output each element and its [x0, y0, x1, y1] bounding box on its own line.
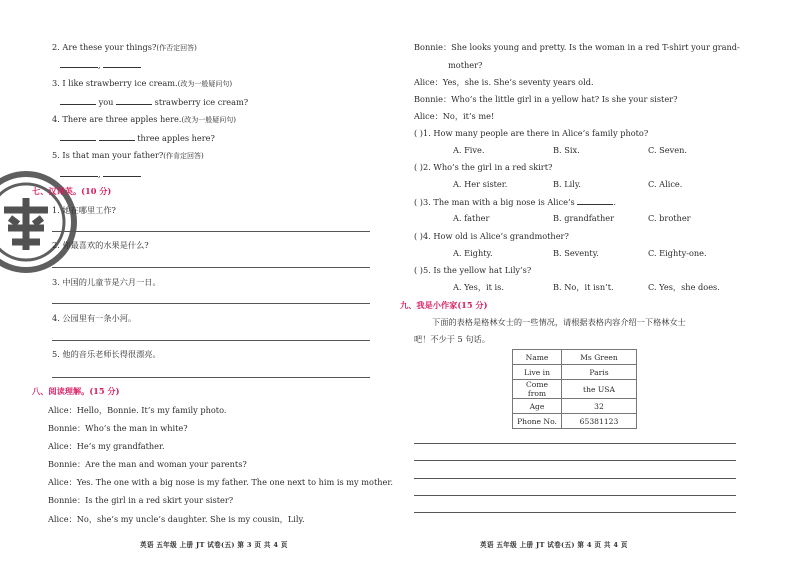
option-c[interactable]: C. Seven.	[648, 145, 687, 155]
dialogue-line: Alice：No，she’s my uncle’s daughter. She is my cousin，Lily.	[48, 514, 305, 524]
section-9-title: 九、我是小作家(15 分)	[400, 300, 488, 310]
option-b[interactable]: B. grandfather	[553, 213, 615, 223]
dialogue-line: Alice：Hello，Bonnie. It’s my family photo.	[48, 405, 227, 415]
option-b[interactable]: B. Six.	[553, 145, 580, 155]
answer-line[interactable]	[52, 231, 370, 232]
dialogue-line: Alice：Yes，she is. She’s seventy years old.	[414, 77, 594, 87]
section-9-instructions: 下面的表格是格林女士的一些情况，请根据表格内容介绍一下格林女士	[432, 317, 686, 327]
option-a[interactable]: A. Eighty.	[453, 248, 493, 258]
option-a[interactable]: A. Her sister.	[453, 179, 508, 189]
writing-line[interactable]	[414, 512, 736, 513]
writing-line[interactable]	[414, 478, 736, 479]
option-c[interactable]: C. Yes，she does.	[648, 282, 720, 292]
reading-question-5: ( )5. Is the yellow hat Lily’s?	[414, 265, 532, 275]
dialogue-line: Alice：He’s my grandfather.	[48, 441, 165, 451]
answer-paren[interactable]: ( )	[414, 265, 423, 275]
answer-paren[interactable]: ( )	[414, 128, 423, 138]
table-row	[513, 365, 637, 380]
answer-blank[interactable]	[60, 167, 98, 177]
question-5: 5. Is that man your father?(作肯定回答)	[52, 150, 204, 160]
answer-blank[interactable]	[99, 131, 135, 141]
answer-blank[interactable]	[103, 58, 141, 68]
table-value: the USA	[562, 380, 637, 399]
option-a[interactable]: A. father	[453, 213, 490, 223]
translation-item-5: 5. 他的音乐老师长得很漂亮。	[52, 349, 161, 359]
page-footer: 英语 五年级 上册 JT 试卷(五) 第 4 页 共 4 页	[480, 541, 628, 549]
option-c[interactable]: C. Eighty-one.	[648, 248, 707, 258]
answer-line[interactable]	[52, 377, 370, 378]
answer-blank[interactable]	[577, 195, 613, 205]
table-value: Ms Green	[562, 350, 637, 365]
table-key: Phone No.	[513, 414, 562, 429]
question-3-answer-line: you strawberry ice cream?	[60, 95, 248, 108]
question-3: 3. I like strawberry ice cream.(改为一般疑问句)	[52, 78, 233, 88]
reading-question-4: ( )4. How old is Alice’s grandmother?	[414, 231, 569, 241]
option-b[interactable]: B. No，it isn’t.	[553, 282, 614, 292]
dialogue-line: Bonnie：She looks young and pretty. Is the woman in a red T-shirt your grand-	[414, 42, 740, 52]
answer-blank[interactable]	[60, 95, 96, 105]
section-9-instructions: 吧！不少于 5 句话。	[414, 334, 490, 344]
table-row	[513, 350, 637, 365]
table-value: 65381123	[562, 414, 637, 429]
section-7-title: 七、汉译英。(10 分)	[32, 186, 112, 196]
dialogue-line: Bonnie：Is the girl in a red skirt your sister?	[48, 495, 234, 505]
question-4: 4. There are three apples here.(改为一般疑问句)	[52, 114, 236, 124]
answer-paren[interactable]: ( )	[414, 197, 423, 207]
answer-blank[interactable]	[116, 95, 152, 105]
page-footer: 英语 五年级 上册 JT 试卷(五) 第 3 页 共 4 页	[140, 541, 288, 549]
translation-item-1: 1. 她在哪里工作?	[52, 205, 116, 215]
reading-question-3: ( )3. The man with a big nose is Alice’s .	[414, 197, 616, 207]
table-value: 32	[562, 399, 637, 414]
writing-line[interactable]	[414, 443, 736, 444]
question-2-hint: (作否定回答)	[156, 44, 197, 52]
dialogue-line: Alice：Yes. The one with a big nose is my father. The one next to him is my mother.	[48, 477, 394, 487]
answer-line[interactable]	[52, 303, 370, 304]
table-key: Name	[513, 350, 562, 365]
answer-paren[interactable]: ( )	[414, 231, 423, 241]
dialogue-line: Bonnie：Who’s the little girl in a yellow hat? Is she your sister?	[414, 94, 678, 104]
table-key: Age	[513, 399, 562, 414]
option-c[interactable]: C. brother	[648, 213, 691, 223]
answer-blank[interactable]	[60, 131, 96, 141]
question-2: 2. Are these your things?(作否定回答)	[52, 42, 197, 52]
option-b[interactable]: B. Seventy.	[553, 248, 599, 258]
table-value: Paris	[562, 365, 637, 380]
question-4-answer-line: three apples here?	[60, 131, 215, 144]
table-key: Come from	[513, 380, 562, 399]
dialogue-line: Alice：No，it’s me!	[414, 111, 495, 121]
question-2-answer-line: ,	[60, 58, 141, 71]
writing-line[interactable]	[414, 460, 736, 461]
dialogue-line: mother?	[448, 60, 483, 70]
reading-question-2: ( )2. Who’s the girl in a red skirt?	[414, 162, 553, 172]
option-b[interactable]: B. Lily.	[553, 179, 582, 189]
answer-paren[interactable]: ( )	[414, 162, 423, 172]
table-row	[513, 380, 637, 399]
answer-blank[interactable]	[103, 167, 141, 177]
translation-item-2: 2. 你最喜欢的水果是什么?	[52, 240, 149, 250]
answer-line[interactable]	[52, 267, 370, 268]
option-c[interactable]: C. Alice.	[648, 179, 683, 189]
question-5-answer-line: ,	[60, 167, 141, 180]
answer-blank[interactable]	[60, 58, 98, 68]
table-row	[513, 399, 637, 414]
reading-question-1: ( )1. How many people are there in Alice’s family photo?	[414, 128, 649, 138]
option-a[interactable]: A. Yes，it is.	[453, 282, 504, 292]
translation-item-3: 3. 中国的儿童节是六月一日。	[52, 277, 161, 287]
section-8-title: 八、阅读理解。(15 分)	[32, 386, 120, 396]
question-5-hint: (作肯定回答)	[163, 152, 204, 160]
info-table	[512, 349, 637, 429]
table-row	[513, 414, 637, 429]
dialogue-line: Bonnie：Who’s the man in white?	[48, 423, 188, 433]
question-3-hint: (改为一般疑问句)	[177, 80, 233, 88]
question-4-hint: (改为一般疑问句)	[181, 116, 236, 124]
translation-item-4: 4. 公园里有一条小河。	[52, 313, 137, 323]
writing-line[interactable]	[414, 495, 736, 496]
dialogue-line: Bonnie：Are the man and woman your parents?	[48, 459, 247, 469]
option-a[interactable]: A. Five.	[453, 145, 485, 155]
table-key: Live in	[513, 365, 562, 380]
answer-line[interactable]	[52, 340, 370, 341]
